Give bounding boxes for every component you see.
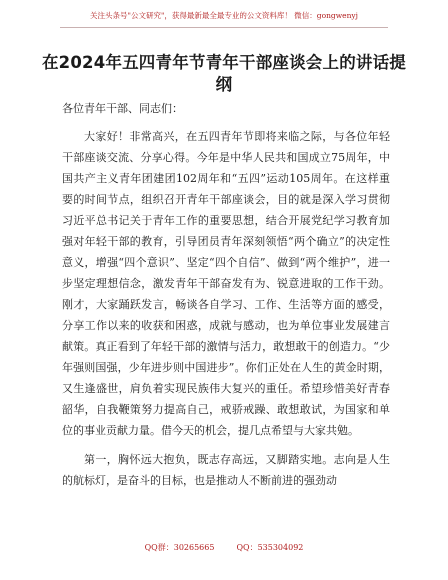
footer-contact — [0, 542, 448, 553]
top-banner: 关注头条号"公文研究"，获得最新最全最专业的公文资料库！ 微信：gongwenyj — [90, 11, 358, 20]
document-title: 在2024年五四青年节青年干部座谈会上的讲话提纲 — [41, 53, 407, 94]
salutation: 各位青年干部、同志们： — [62, 102, 183, 115]
footer-qq: QQ：535304092 — [236, 543, 304, 552]
header-divider — [60, 27, 388, 28]
body-paragraph: 大家好！非常高兴，在五四青年节即将来临之际，与各位年轻干部座谈交流、分享心得。今年是中华人民共和国成立75周年，中国共产主义青年团建团102周年和“五四”运动105周年。在这样重要的时间节点，组织召开青年干部座谈会，目的就是深入学习贯彻习近平总书记关于青年工作的重要思想，结合开展党纪学习教育加强对年轻干部的教育，引导团员青年深刻领悟“两个确立”的决定性意义，增强“四个意识”、坚定“四个自信”、做到“两个维护”，进一步坚定理想信念，激发青年干部奋发有为、锐意进取的工作干劲。刚才，大家踊跃发言，畅谈各自学习、工作、生活等方面的感受，分享工作以来的收获和困惑，成就与感动，也为单位事业发展建言献策。真正看到了年轻干部的激情与活力，敢想敢干的创造力。“少年强则国强，少年进步则中国进步”。你们正处在人生的黄金时期，又生逢盛世，肩负着实现民族伟大复兴的重任。希望珍惜美好青春韶华，自我鞭策努力提高自己，戒骄戒躁、敢想敢试，为国家和单位的事业贡献力量。借今天的机会，提几点希望与大家共勉。 — [62, 130, 390, 437]
body-paragraph: 第一，胸怀远大抱负，既志存高远，又脚踏实地。志向是人生的航标灯，是奋斗的目标，也是推动人不断前进的强劲动 — [62, 453, 390, 487]
document-body — [62, 126, 390, 491]
footer-qq-group: QQ群：30265665 — [144, 543, 215, 552]
